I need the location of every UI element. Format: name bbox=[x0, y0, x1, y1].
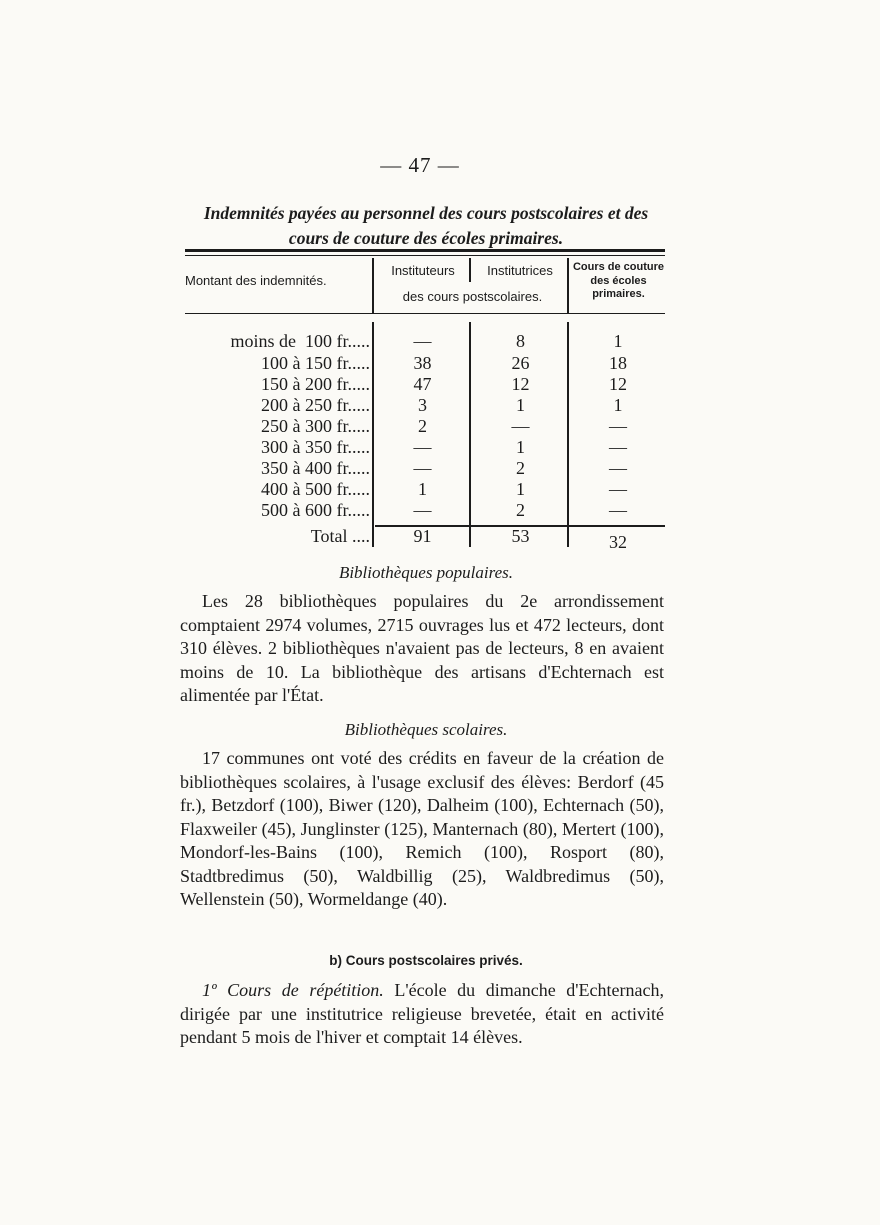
cell-instituteurs: 38 bbox=[413, 353, 432, 373]
total-institutrices: 53 bbox=[511, 526, 530, 546]
cell-instituteurs: 47 bbox=[413, 374, 432, 394]
cell-couture: — bbox=[609, 458, 627, 478]
heading-bibliotheques-scolaires: Bibliothèques scolaires. bbox=[344, 720, 508, 739]
cours-repetition-lead: 1º Cours de répétition. bbox=[202, 980, 384, 1000]
table-row bbox=[0, 479, 880, 500]
header-bottom-rule bbox=[185, 313, 665, 314]
row-label: 100 à 150 fr..... bbox=[261, 353, 370, 373]
table-total-row bbox=[0, 526, 880, 552]
table-row bbox=[0, 500, 880, 521]
header-institutrices: Institutrices bbox=[487, 263, 553, 278]
heading-cours-prives: b) Cours postscolaires privés. bbox=[329, 953, 523, 968]
paragraph-bibliotheques-scolaires: 17 communes ont voté des crédits en faveur de la création de bibliothèques scolaires, à l'usage exclusif des élèves: Berdorf (45 fr.), Betzdorf (100), Biwer (120), Dalheim (100), Echternach (50), Flaxweiler (45), Junglinster (125), Manternach (80), Mertert (100), Mondorf-les-Bains (100), Remich (100), Rosport (80), Stadtbredimus (50), Waldbillig (25), Waldbredimus (50), Wellenstein (50), Wormeldange (40). bbox=[180, 748, 664, 909]
table-top-rule bbox=[185, 249, 665, 252]
cell-institutrices: 1 bbox=[516, 437, 525, 457]
header-divider-1 bbox=[372, 258, 374, 313]
table-top-rule-thin bbox=[185, 255, 665, 256]
header-amount: Montant des indemnités. bbox=[185, 273, 327, 288]
row-label: 500 à 600 fr..... bbox=[261, 500, 370, 520]
table-row bbox=[0, 374, 880, 395]
row-label: 400 à 500 fr..... bbox=[261, 479, 370, 499]
cell-institutrices: 1 bbox=[516, 479, 525, 499]
table-row bbox=[0, 458, 880, 479]
cell-instituteurs: 3 bbox=[418, 395, 427, 415]
cell-instituteurs: — bbox=[413, 458, 432, 478]
cell-institutrices: — bbox=[511, 416, 530, 436]
header-divider-2 bbox=[469, 258, 471, 282]
total-instituteurs: 91 bbox=[413, 526, 432, 546]
table-caption: Indemnités payées au personnel des cours postscolaires et des cours de couture des écoles primaires. bbox=[203, 203, 649, 248]
table-row bbox=[0, 395, 880, 416]
row-label: 350 à 400 fr..... bbox=[261, 458, 370, 478]
header-couture: Cours de couture des écoles primaires. bbox=[572, 261, 665, 300]
cell-instituteurs: 1 bbox=[418, 479, 427, 499]
cell-instituteurs: — bbox=[413, 500, 432, 520]
header-instituteurs: Instituteurs bbox=[391, 263, 455, 278]
cell-couture: — bbox=[609, 500, 627, 520]
paragraph-cours-repetition bbox=[180, 979, 664, 1050]
cours-repetition-text: L'école du dimanche d'Echternach, dirigée par une institutrice religieuse brevetée, était en activité pendant 5 mois de l'hiver et comptait 14 élèves. bbox=[180, 980, 664, 1047]
cell-instituteurs: — bbox=[413, 331, 432, 351]
cell-institutrices: 2 bbox=[516, 500, 525, 520]
cell-institutrices: 12 bbox=[511, 374, 530, 394]
cell-instituteurs: — bbox=[413, 437, 432, 457]
header-divider-3 bbox=[567, 258, 569, 313]
table-row bbox=[0, 331, 880, 352]
total-label: Total .... bbox=[310, 526, 370, 546]
table-row bbox=[0, 416, 880, 437]
cell-couture: 12 bbox=[609, 374, 627, 394]
paragraph-bibliotheques-populaires: Les 28 bibliothèques populaires du 2e arrondissement comptaient 2974 volumes, 2715 ouvrages lus et 472 lecteurs, dont 310 élèves. 2 bibliothèques n'avaient pas de lecteurs, 8 en avaient moins de 10. La bibliothèque des artisans d'Echternach est alimentée par l'État. bbox=[180, 591, 664, 705]
total-couture: 32 bbox=[609, 532, 627, 552]
row-label: 300 à 350 fr..... bbox=[261, 437, 370, 457]
row-label: 250 à 300 fr..... bbox=[261, 416, 370, 436]
table-row bbox=[0, 437, 880, 458]
header-shared: des cours postscolaires. bbox=[402, 289, 543, 304]
cell-couture: 1 bbox=[613, 331, 623, 351]
cell-couture: 18 bbox=[609, 353, 627, 373]
cell-couture: 1 bbox=[613, 395, 623, 415]
heading-bibliotheques-populaires: Bibliothèques populaires. bbox=[338, 563, 514, 582]
cell-institutrices: 2 bbox=[516, 458, 525, 478]
cell-couture: — bbox=[609, 416, 627, 436]
cell-institutrices: 26 bbox=[511, 353, 530, 373]
cell-instituteurs: 2 bbox=[418, 416, 427, 436]
row-label: moins de 100 fr..... bbox=[230, 331, 370, 351]
cell-couture: — bbox=[609, 479, 627, 499]
page-number: — 47 — bbox=[380, 153, 460, 177]
row-label: 150 à 200 fr..... bbox=[261, 374, 370, 394]
cell-couture: — bbox=[609, 437, 627, 457]
cell-institutrices: 1 bbox=[516, 395, 525, 415]
table-row bbox=[0, 353, 880, 374]
row-label: 200 à 250 fr..... bbox=[261, 395, 370, 415]
cell-institutrices: 8 bbox=[516, 331, 525, 351]
